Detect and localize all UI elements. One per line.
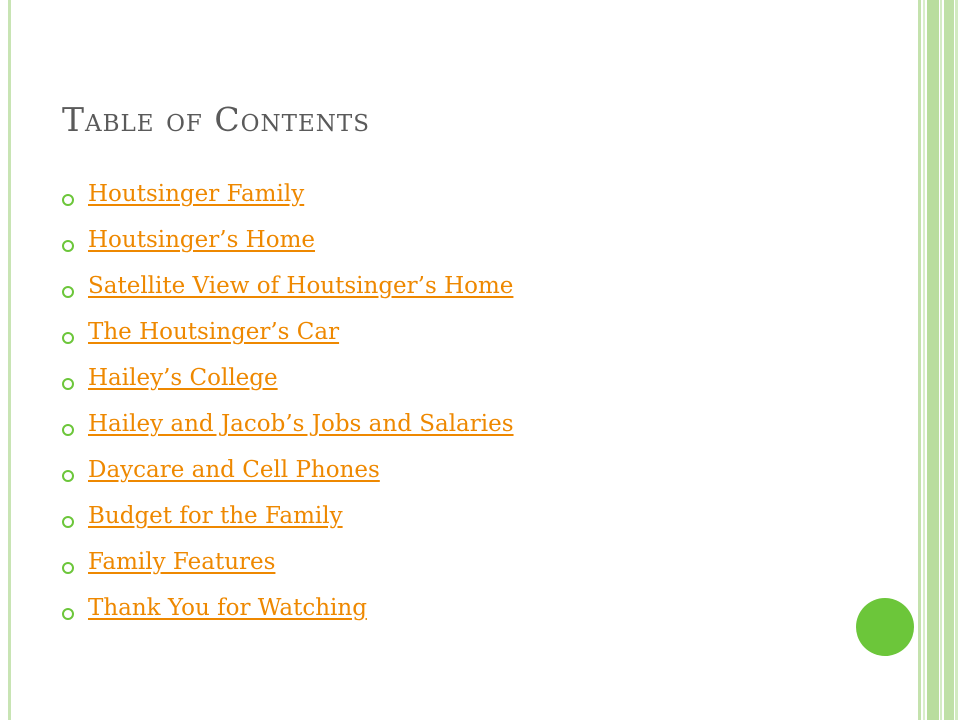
stripe [940, 0, 942, 720]
ring-bullet-icon [62, 516, 74, 528]
ring-bullet-icon [62, 332, 74, 344]
toc-link-houtsingers-car[interactable]: The Houtsinger’s Car [88, 319, 340, 345]
stripe [923, 0, 925, 720]
toc-link-budget[interactable]: Budget for the Family [88, 503, 343, 529]
page-title: Table of Contents [62, 100, 370, 139]
toc-link-houtsinger-family[interactable]: Houtsinger Family [88, 181, 305, 207]
right-decorative-stripes [918, 0, 960, 720]
toc-link-haileys-college[interactable]: Hailey’s College [88, 365, 278, 391]
toc-link-daycare-and-cell-phones[interactable]: Daycare and Cell Phones [88, 457, 380, 483]
toc-link-satellite-view[interactable]: Satellite View of Houtsinger’s Home [88, 273, 514, 299]
green-circle-icon [856, 598, 914, 656]
toc-link-jobs-and-salaries[interactable]: Hailey and Jacob’s Jobs and Salaries [88, 411, 514, 437]
toc-link-thank-you[interactable]: Thank You for Watching [88, 595, 367, 621]
ring-bullet-icon [62, 562, 74, 574]
stripe [944, 0, 954, 720]
ring-bullet-icon [62, 424, 74, 436]
stripe [927, 0, 939, 720]
left-border-rule [8, 0, 11, 720]
ring-bullet-icon [62, 470, 74, 482]
toc-link-houtsingers-home[interactable]: Houtsinger’s Home [88, 227, 316, 253]
ring-bullet-icon [62, 286, 74, 298]
ring-bullet-icon [62, 240, 74, 252]
toc-link-family-features[interactable]: Family Features [88, 549, 276, 575]
stripe [918, 0, 921, 720]
ring-bullet-icon [62, 608, 74, 620]
stripe [955, 0, 958, 720]
ring-bullet-icon [62, 378, 74, 390]
ring-bullet-icon [62, 194, 74, 206]
